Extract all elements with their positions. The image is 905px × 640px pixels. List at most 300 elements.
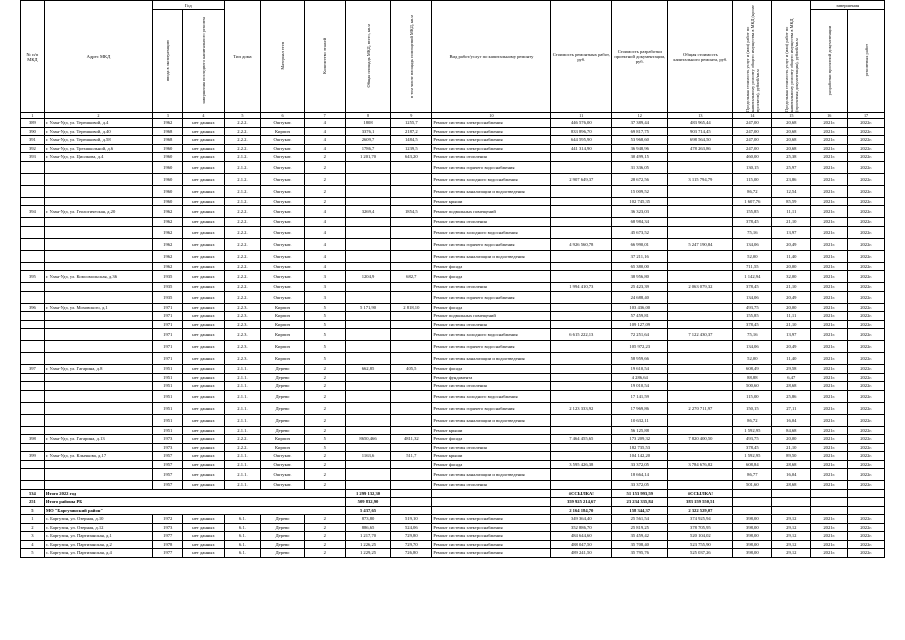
row-number	[21, 226, 45, 238]
row-plan-design: 2021г.	[811, 271, 848, 283]
row-plan-design: 2021г.	[811, 390, 848, 402]
row-repair-cost	[551, 341, 612, 353]
row-year-last-repair: нет данных	[183, 320, 224, 329]
totals-empty	[391, 489, 432, 498]
row-design-cost: 25 423,39	[612, 283, 668, 292]
row-plan-design: 2021г.	[811, 382, 848, 391]
row-floors: 2	[304, 540, 345, 549]
row-year-last-repair: нет данных	[183, 283, 224, 292]
row-repair-cost: 7 464 455,65	[551, 435, 612, 444]
row-limit-repair: 1 592,95	[733, 426, 772, 435]
table-row	[21, 532, 885, 541]
row-limit-design: 20,68	[772, 127, 811, 136]
row-total-area	[345, 218, 390, 227]
row-floors: 5	[304, 353, 345, 365]
row-year-last-repair: нет данных	[183, 402, 224, 414]
row-limit-repair: 398,00	[733, 532, 772, 541]
row-plan-design: 2021г.	[811, 206, 848, 218]
register-table-sheet	[20, 0, 885, 558]
row-design-cost: 58 959,66	[612, 353, 668, 365]
row-year-commission: 1951	[153, 365, 183, 374]
row-wall-material: Кирпич	[261, 329, 304, 341]
row-repair-cost	[551, 426, 612, 435]
row-work-type: Ремонт системы холодного водоснабжения	[432, 226, 551, 238]
row-number	[21, 161, 45, 173]
row-address	[44, 291, 152, 303]
row-year-commission: 1960	[153, 153, 183, 162]
row-number: 394	[21, 206, 45, 218]
row-wall-material: Оштукат.	[261, 283, 304, 292]
row-floors: 3	[304, 283, 345, 292]
row-year-commission: 1951	[153, 414, 183, 426]
header-limit-design: Предельная стоимость услуг и (или) работ по капитальному ремонту общего имущества в МКД (проектная документация), рублей/кв.м	[783, 18, 799, 112]
totals-number: 5	[21, 506, 45, 515]
table-row	[21, 523, 885, 532]
row-year-commission: 1957	[153, 481, 183, 490]
row-plan-repair: 2022г.	[848, 185, 885, 197]
row-work-type: Ремонт крыши	[432, 197, 551, 206]
row-total-cost: 374 925,94	[668, 515, 733, 524]
row-work-type: Ремонт системы канализации и водоотведения	[432, 469, 551, 481]
row-number: 393	[21, 153, 45, 162]
row-wall-material: Оштукат.	[261, 271, 304, 283]
row-wall-material: Кирпич	[261, 312, 304, 321]
row-total-area	[345, 173, 390, 185]
row-wall-material: Дерево	[261, 515, 304, 524]
table-row	[21, 262, 885, 271]
row-plan-repair: 2022г.	[848, 218, 885, 227]
row-year-last-repair: нет данных	[183, 218, 224, 227]
row-year-last-repair: нет данных	[183, 127, 224, 136]
row-total-cost	[668, 291, 733, 303]
row-number	[21, 460, 45, 469]
row-total-area: 873,80	[345, 515, 390, 524]
table-row	[21, 329, 885, 341]
row-total-cost	[668, 320, 733, 329]
row-plan-design: 2021г.	[811, 414, 848, 426]
row-area-part: 1255,7	[391, 119, 432, 128]
table-row	[21, 238, 885, 250]
row-address	[44, 161, 152, 173]
row-limit-design: 29,12	[772, 532, 811, 541]
row-year-commission: 1971	[153, 329, 183, 341]
row-total-area: 1204,9	[345, 271, 390, 283]
row-total-cost	[668, 206, 733, 218]
row-limit-repair: 378,45	[733, 320, 772, 329]
row-total-area: 2609,7	[345, 136, 390, 145]
row-floors: 4	[304, 218, 345, 227]
row-total-area: 3376,1	[345, 127, 390, 136]
row-total-cost	[668, 161, 733, 173]
row-house-type: 2.2.3.	[224, 353, 261, 365]
row-total-area: 886,65	[345, 523, 390, 532]
row-plan-repair: 2022г.	[848, 320, 885, 329]
row-plan-design: 2021г.	[811, 153, 848, 162]
row-work-type: Ремонт системы холодного водоснабжения	[432, 173, 551, 185]
header-area-part: в том числе площадь помещений МКД, кв.м	[408, 14, 414, 98]
totals-total-cost: 2 322 529,07	[668, 506, 733, 515]
row-area-part: 682,7	[391, 271, 432, 283]
row-number: 391	[21, 136, 45, 145]
row-floors: 2	[304, 414, 345, 426]
table-row	[21, 460, 885, 469]
totals-empty	[432, 506, 551, 515]
row-address	[44, 402, 152, 414]
totals-empty	[432, 489, 551, 498]
row-limit-repair: 1 142,94	[733, 271, 772, 283]
row-design-cost: 37 389,44	[612, 119, 668, 128]
totals-design-cost: 51 153 993,59	[612, 489, 668, 498]
row-number	[21, 250, 45, 262]
row-plan-design: 2021г.	[811, 127, 848, 136]
row-work-type: Ремонт системы электроснабжения	[432, 549, 551, 558]
row-area-part	[391, 218, 432, 227]
table-row	[21, 206, 885, 218]
row-plan-repair: 2022г.	[848, 443, 885, 452]
header-god: Год	[153, 1, 224, 10]
column-number: 16	[811, 113, 848, 119]
column-number: 7	[304, 113, 345, 119]
row-limit-design: 32,00	[772, 271, 811, 283]
row-total-cost: 3 115 794,79	[668, 173, 733, 185]
row-plan-repair: 2022г.	[848, 197, 885, 206]
row-wall-material: Оштукат.	[261, 460, 304, 469]
row-design-cost: 33 372,05	[612, 460, 668, 469]
row-wall-material: Дерево	[261, 532, 304, 541]
row-address	[44, 390, 152, 402]
row-repair-cost	[551, 365, 612, 374]
row-total-cost	[668, 390, 733, 402]
table-row	[21, 402, 885, 414]
row-number	[21, 481, 45, 490]
row-address: с. Баргузин, ул. Озерная, д.12	[44, 523, 152, 532]
row-plan-design: 2021г.	[811, 185, 848, 197]
row-total-area: 1163,6	[345, 452, 390, 461]
row-year-last-repair: нет данных	[183, 303, 224, 312]
row-year-commission: 1935	[153, 291, 183, 303]
row-floors: 2	[304, 382, 345, 391]
totals-empty	[848, 498, 885, 507]
column-number: 9	[391, 113, 432, 119]
totals-empty	[733, 489, 772, 498]
row-number	[21, 341, 45, 353]
row-work-type: Ремонт системы горячего водоснабжения	[432, 161, 551, 173]
row-area-part	[391, 460, 432, 469]
row-total-cost: 7 820 400,50	[668, 435, 733, 444]
row-number: 2	[21, 523, 45, 532]
table-row	[21, 320, 885, 329]
row-plan-repair: 2022г.	[848, 271, 885, 283]
row-limit-repair: 1 592,95	[733, 452, 772, 461]
table-row	[21, 119, 885, 128]
column-number: 14	[733, 113, 772, 119]
row-total-cost	[668, 250, 733, 262]
row-limit-repair: 134,06	[733, 341, 772, 353]
row-year-last-repair: нет данных	[183, 185, 224, 197]
row-wall-material: Оштукат.	[261, 481, 304, 490]
row-year-last-repair: нет данных	[183, 469, 224, 481]
row-total-cost	[668, 303, 733, 312]
row-year-commission: 1973	[153, 443, 183, 452]
row-year-last-repair: нет данных	[183, 161, 224, 173]
row-year-commission: 1962	[153, 226, 183, 238]
row-number	[21, 262, 45, 271]
row-area-part: 4811,32	[391, 435, 432, 444]
row-design-cost: 38 956,80	[612, 271, 668, 283]
row-area-part: 726,80	[391, 549, 432, 558]
row-number: 398	[21, 435, 45, 444]
row-address	[44, 173, 152, 185]
row-house-type: 6.1.	[224, 523, 261, 532]
row-year-commission: 1960	[153, 144, 183, 153]
table-row	[21, 382, 885, 391]
row-repair-cost	[551, 271, 612, 283]
row-total-cost: 3 784 676,82	[668, 460, 733, 469]
row-repair-cost	[551, 206, 612, 218]
row-repair-cost: 4 926 560,78	[551, 238, 612, 250]
row-limit-repair: 115,00	[733, 173, 772, 185]
row-year-last-repair: нет данных	[183, 460, 224, 469]
row-design-cost: 24 688,40	[612, 291, 668, 303]
row-address: г. Улан-Удэ, ул. Геологическая, д.20	[44, 206, 152, 218]
row-wall-material: Оштукат.	[261, 206, 304, 218]
row-limit-design: 20,68	[772, 136, 811, 145]
row-floors: 4	[304, 226, 345, 238]
row-house-type: 2.2.2.	[224, 144, 261, 153]
header-year-commission: ввода в эксплуатацию	[165, 40, 171, 81]
row-wall-material: Оштукат.	[261, 136, 304, 145]
row-address	[44, 382, 152, 391]
row-total-cost: 2 063 079,32	[668, 283, 733, 292]
row-area-part: 2 818,10	[391, 303, 432, 312]
row-plan-design: 2021г.	[811, 469, 848, 481]
row-floors: 2	[304, 373, 345, 382]
row-area-part	[391, 382, 432, 391]
row-work-type: Ремонт системы отопления	[432, 153, 551, 162]
row-work-type: Ремонт фасада	[432, 271, 551, 283]
header-house-type: Тип дома	[224, 1, 261, 113]
table-row	[21, 283, 885, 292]
column-number: 15	[772, 113, 811, 119]
row-design-cost: 25 819,25	[612, 523, 668, 532]
row-repair-cost: 352 886,70	[551, 523, 612, 532]
row-floors: 5	[304, 312, 345, 321]
row-number	[21, 238, 45, 250]
row-year-last-repair: нет данных	[183, 549, 224, 558]
row-address: с. Баргузин, ул. Озерная, д.10	[44, 515, 152, 524]
row-floors: 5	[304, 341, 345, 353]
column-number: 11	[551, 113, 612, 119]
row-repair-cost: 484 644,60	[551, 532, 612, 541]
row-limit-design: 11,40	[772, 353, 811, 365]
row-year-last-repair: нет данных	[183, 250, 224, 262]
row-repair-cost	[551, 291, 612, 303]
row-plan-repair: 2022г.	[848, 435, 885, 444]
row-work-type: Ремонт системы отопления	[432, 320, 551, 329]
row-total-cost	[668, 481, 733, 490]
row-repair-cost: 833 896,70	[551, 127, 612, 136]
row-floors: 4	[304, 262, 345, 271]
table-row	[21, 540, 885, 549]
row-limit-repair: 460,00	[733, 153, 772, 162]
row-number	[21, 185, 45, 197]
row-year-commission: 1957	[153, 452, 183, 461]
row-repair-cost	[551, 390, 612, 402]
capital-repair-table	[20, 0, 885, 558]
row-number	[21, 426, 45, 435]
row-design-cost: 35 795,76	[612, 549, 668, 558]
row-plan-design: 2021г.	[811, 136, 848, 145]
row-area-part: 524,06	[391, 523, 432, 532]
row-limit-design: 16,04	[772, 414, 811, 426]
row-number: 1	[21, 515, 45, 524]
row-wall-material: Кирпич	[261, 303, 304, 312]
row-repair-cost	[551, 443, 612, 452]
row-limit-repair: 88,88	[733, 373, 772, 382]
row-year-commission: 1935	[153, 283, 183, 292]
row-design-cost: 31 336,05	[612, 161, 668, 173]
row-plan-repair: 2022г.	[848, 390, 885, 402]
row-area-part	[391, 312, 432, 321]
row-design-cost: 65 380,00	[612, 262, 668, 271]
row-limit-design: 28,68	[772, 481, 811, 490]
table-row	[21, 271, 885, 283]
row-floors: 2	[304, 185, 345, 197]
row-limit-design: 21,10	[772, 320, 811, 329]
row-plan-repair: 2022г.	[848, 312, 885, 321]
row-number	[21, 443, 45, 452]
row-design-cost: 69 817,75	[612, 127, 668, 136]
row-address	[44, 469, 152, 481]
row-repair-cost: 644 595,90	[551, 136, 612, 145]
row-limit-design: 20,00	[772, 262, 811, 271]
table-row	[21, 161, 885, 173]
row-work-type: Ремонт системы электроснабжения	[432, 136, 551, 145]
row-work-type: Ремонт фасада	[432, 303, 551, 312]
row-limit-repair: 398,00	[733, 540, 772, 549]
row-repair-cost: 349 364,40	[551, 515, 612, 524]
row-total-area: 1786,7	[345, 144, 390, 153]
row-total-area	[345, 426, 390, 435]
row-plan-design: 2021г.	[811, 460, 848, 469]
row-total-area: 1808	[345, 119, 390, 128]
row-limit-repair: 608,49	[733, 365, 772, 374]
row-total-cost: 2 270 711,97	[668, 402, 733, 414]
row-house-type: 2.2.3.	[224, 341, 261, 353]
table-row	[21, 435, 885, 444]
row-wall-material: Кирпич	[261, 443, 304, 452]
row-limit-repair: 711,55	[733, 262, 772, 271]
row-plan-design: 2021г.	[811, 312, 848, 321]
row-address: с. Баргузин, ул. Партизанская, д.4	[44, 549, 152, 558]
row-floors: 2	[304, 523, 345, 532]
row-address: г. Улан-Удэ, ул. Терешковой, д.4	[44, 119, 152, 128]
row-area-part	[391, 426, 432, 435]
row-number	[21, 414, 45, 426]
row-repair-cost	[551, 481, 612, 490]
row-wall-material: Оштукат.	[261, 250, 304, 262]
row-total-cost	[668, 414, 733, 426]
table-row	[21, 312, 885, 321]
row-total-area	[345, 312, 390, 321]
row-plan-repair: 2022г.	[848, 119, 885, 128]
header-wall-material: Материал стен	[279, 42, 285, 70]
table-row	[21, 197, 885, 206]
row-limit-repair: 398,00	[733, 523, 772, 532]
row-address: г. Улан-Удэ, ул. Трехшкольной, д.6	[44, 144, 152, 153]
row-number	[21, 291, 45, 303]
totals-number: 534	[21, 489, 45, 498]
row-address: г. Улан-Удэ, ул. Терешковой, д.40	[44, 127, 152, 136]
column-number: 1	[21, 113, 45, 119]
totals-number: 251	[21, 498, 45, 507]
row-total-cost: 483 965,44	[668, 119, 733, 128]
row-year-last-repair: нет данных	[183, 353, 224, 365]
row-limit-design: 29,58	[772, 365, 811, 374]
row-house-type: 2.2.3.	[224, 329, 261, 341]
row-plan-repair: 2022г.	[848, 382, 885, 391]
row-floors: 4	[304, 136, 345, 145]
row-year-last-repair: нет данных	[183, 312, 224, 321]
row-year-last-repair: нет данных	[183, 197, 224, 206]
row-floors: 4	[304, 238, 345, 250]
row-design-cost: 28 672,56	[612, 173, 668, 185]
row-total-area	[345, 238, 390, 250]
row-work-type: Ремонт системы горячего водоснабжения	[432, 291, 551, 303]
row-address	[44, 460, 152, 469]
row-plan-design: 2021г.	[811, 283, 848, 292]
row-work-type: Ремонт системы отопления	[432, 481, 551, 490]
row-house-type: 6.1.	[224, 532, 261, 541]
row-limit-design: 20,49	[772, 291, 811, 303]
table-row	[21, 390, 885, 402]
row-address: г. Улан-Удэ, ул. Гагарина, д.13	[44, 435, 152, 444]
totals-empty	[772, 489, 811, 498]
row-total-area	[345, 320, 390, 329]
row-house-type: 2.1.2.	[224, 161, 261, 173]
row-design-cost: 103 436,00	[612, 303, 668, 312]
row-address	[44, 353, 152, 365]
row-address: г. Улан-Удэ, ул. Клычкова, д.17	[44, 452, 152, 461]
row-year-commission: 1978	[153, 540, 183, 549]
row-limit-repair: 1 607,76	[733, 197, 772, 206]
row-address	[44, 262, 152, 271]
row-limit-design: 84,68	[772, 426, 811, 435]
row-wall-material: Дерево	[261, 540, 304, 549]
row-limit-repair: 500,60	[733, 382, 772, 391]
row-house-type: 2.1.2.	[224, 197, 261, 206]
row-total-area	[345, 402, 390, 414]
row-plan-design: 2021г.	[811, 161, 848, 173]
row-limit-repair: 608,84	[733, 460, 772, 469]
row-area-part	[391, 341, 432, 353]
row-limit-repair: 130,15	[733, 161, 772, 173]
column-number: 8	[345, 113, 390, 119]
row-plan-repair: 2022г.	[848, 515, 885, 524]
row-house-type: 2.2.2.	[224, 283, 261, 292]
table-row	[21, 136, 885, 145]
column-number: 4	[183, 113, 224, 119]
row-total-area: 8650,466	[345, 435, 390, 444]
row-area-part	[391, 197, 432, 206]
row-floors: 4	[304, 119, 345, 128]
row-work-type: Ремонт крыши	[432, 452, 551, 461]
row-floors: 2	[304, 532, 345, 541]
row-total-cost	[668, 341, 733, 353]
row-address	[44, 341, 152, 353]
row-total-area	[345, 161, 390, 173]
table-body-totals	[21, 489, 885, 515]
